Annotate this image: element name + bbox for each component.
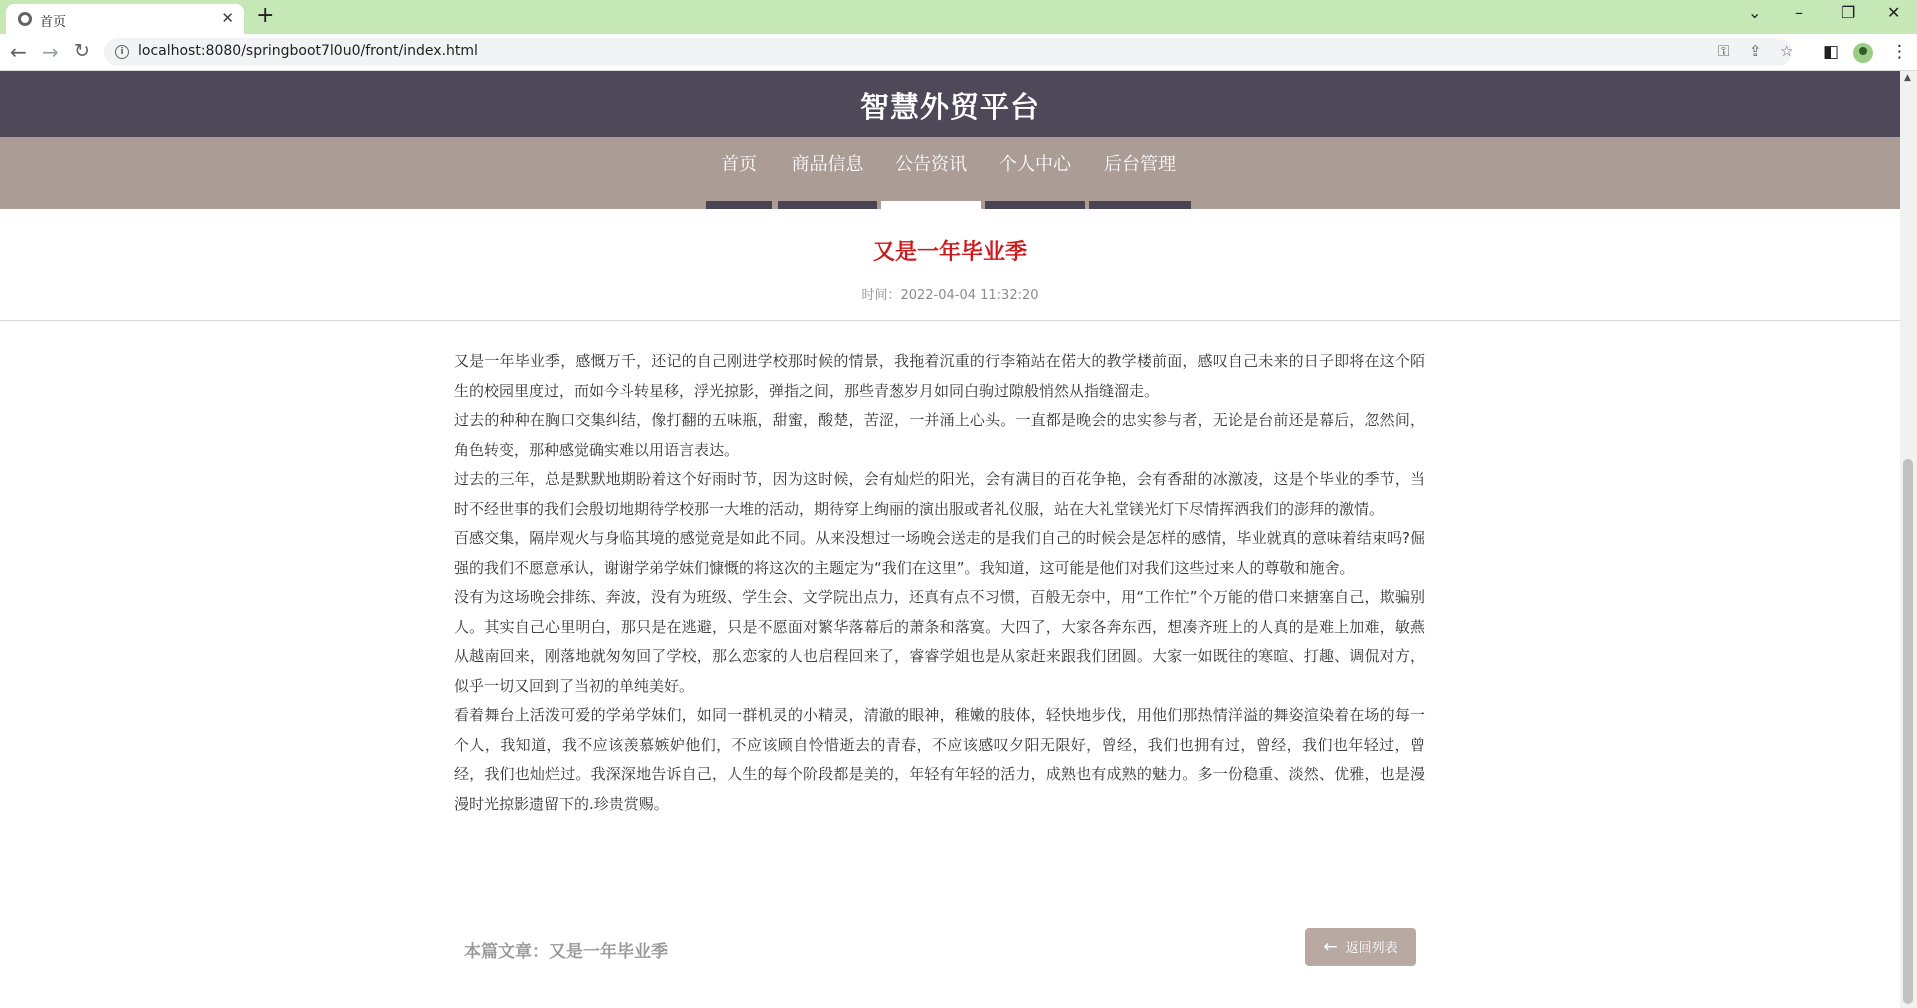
new-tab-icon[interactable]: + — [256, 3, 275, 28]
article-paragraph: 又是一年毕业季，感慨万千，还记的自己刚进学校那时候的情景，我拖着沉重的行李箱站在偌大的教学楼前面，感叹自己未来的日子即将在这个陌生的校园里度过，而如今斗转星移，浮光掠影，弹指之间，那些青葱岁月如同白驹过隙般悄然从指缝溜走。 — [454, 352, 1425, 400]
forward-icon[interactable]: → — [42, 40, 59, 64]
scroll-thumb[interactable] — [1903, 459, 1913, 1004]
minimize-icon[interactable]: – — [1795, 3, 1803, 22]
main-nav — [0, 137, 1900, 209]
site-info-icon[interactable]: i — [115, 45, 129, 59]
url-text[interactable]: localhost:8080/springboot7l0u0/front/index.html — [138, 43, 478, 59]
nav-item-home[interactable] — [706, 137, 772, 209]
article-content — [454, 347, 1425, 819]
nav-item-label: 个人中心 — [999, 154, 1071, 175]
back-icon[interactable]: ← — [10, 40, 27, 64]
article-paragraph: 百感交集，隔岸观火与身临其境的感觉竟是如此不同。从来没想过一场晚会送走的是我们自己的时候会是怎样的感情，毕业就真的意味着结束吗?倔强的我们不愿意承认，谢谢学弟学妹们慷慨的将这次的主题定为“我们在这里”。我知道，这可能是他们对我们这些过来人的尊敬和施舍。 — [454, 529, 1425, 577]
article-paragraph: 看着舞台上活泼可爱的学弟学妹们，如同一群机灵的小精灵，清澈的眼神，稚嫩的肢体，轻快地步伐，用他们那热情洋溢的舞姿渲染着在场的每一个人，我知道，我不应该羡慕嫉妒他们，不应该顾自怜惜逝去的青春，不应该感叹夕阳无限好，曾经，我们也拥有过，曾经，我们也年轻过，曾经，我们也灿烂过。我深深地告诉自己，人生的每个阶段都是美的，年轻有年轻的活力，成熟也有成熟的魅力。多一份稳重、淡然、优雅，也是漫漫时光掠影遗留下的.珍贵赏赐。 — [454, 706, 1425, 813]
site-title: 智慧外贸平台 — [859, 90, 1040, 124]
share-icon[interactable]: ⇪ — [1749, 42, 1762, 60]
scroll-up-arrow-icon[interactable]: ▲ — [1904, 73, 1911, 83]
reload-icon[interactable]: ↻ — [74, 40, 90, 62]
page-scrollbar[interactable] — [1900, 71, 1917, 1008]
nav-item-label: 公告资讯 — [895, 154, 967, 175]
tab-search-icon[interactable]: ⌄ — [1748, 3, 1762, 22]
nav-item-admin[interactable] — [1089, 137, 1191, 209]
nav-item-label: 首页 — [721, 154, 757, 175]
article-paragraph: 过去的种种在胸口交集纠结，像打翻的五味瓶，甜蜜，酸楚，苦涩，一并涌上心头。一直都是晚会的忠实参与者，无论是台前还是幕后，忽然间，角色转变，那种感觉确实难以用语言表达。 — [454, 411, 1425, 459]
nav-underline — [985, 201, 1085, 209]
back-to-list-button[interactable] — [1305, 928, 1416, 966]
browser-tab-strip — [0, 0, 1917, 34]
side-panel-icon[interactable]: ◧ — [1823, 42, 1840, 62]
nav-underline — [706, 201, 772, 209]
key-icon[interactable]: ⚿ — [1718, 42, 1730, 60]
page-viewport — [0, 71, 1900, 1008]
globe-icon — [18, 12, 32, 26]
tab-title: 首页 — [40, 15, 67, 30]
restore-icon[interactable]: ❐ — [1841, 3, 1856, 22]
back-button-label: 返回列表 — [1345, 941, 1398, 956]
nav-item-profile[interactable] — [985, 137, 1085, 209]
nav-item-products[interactable] — [778, 137, 877, 209]
profile-avatar-icon[interactable] — [1853, 43, 1873, 63]
nav-item-label: 后台管理 — [1104, 154, 1176, 175]
address-bar[interactable] — [104, 38, 1792, 66]
current-article-label: 本篇文章：又是一年毕业季 — [464, 942, 668, 962]
browser-tab[interactable] — [6, 4, 244, 34]
arrow-left-icon: ← — [1323, 937, 1338, 957]
nav-item-label: 商品信息 — [791, 154, 864, 175]
nav-item-announcements[interactable] — [881, 137, 981, 209]
nav-underline — [778, 201, 877, 209]
nav-underline — [1089, 201, 1191, 209]
article-paragraph: 没有为这场晚会排练、奔波，没有为班级、学生会、文学院出点力，还真有点不习惯，百般无奈中，用“工作忙”个万能的借口来搪塞自己，欺骗别人。其实自己心里明白，那只是在逃避，只是不愿面对繁华落幕后的萧条和落寞。大四了，大家各奔东西，想凑齐班上的人真的是难上加难，敏燕从越南回来，刚落地就匆匆回了学校，那么恋家的人也启程回来了，睿睿学姐也是从家赶来跟我们团圆。大家一如既往的寒暄、打趣、调侃对方，似乎一切又回到了当初的单纯美好。 — [454, 588, 1425, 695]
bookmark-star-icon[interactable]: ☆ — [1780, 42, 1794, 60]
browser-toolbar — [0, 34, 1917, 71]
close-window-icon[interactable]: ✕ — [1887, 3, 1901, 22]
nav-underline-active — [881, 201, 981, 209]
menu-kebab-icon[interactable]: ⋮ — [1891, 42, 1908, 62]
article-time: 时间：2022-04-04 11:32:20 — [861, 288, 1039, 303]
close-tab-icon[interactable]: ✕ — [221, 9, 234, 27]
article-title: 又是一年毕业季 — [872, 240, 1027, 265]
article-paragraph: 过去的三年，总是默默地期盼着这个好雨时节，因为这时候，会有灿烂的阳光，会有满目的百花争艳，会有香甜的冰激凌，这是个毕业的季节，当时不经世事的我们会殷切地期待学校那一大堆的活动，期待穿上绚丽的演出服或者礼仪服，站在大礼堂镁光灯下尽情挥洒我们的澎拜的激情。 — [454, 470, 1425, 518]
site-header — [0, 71, 1900, 137]
divider — [0, 320, 1900, 321]
